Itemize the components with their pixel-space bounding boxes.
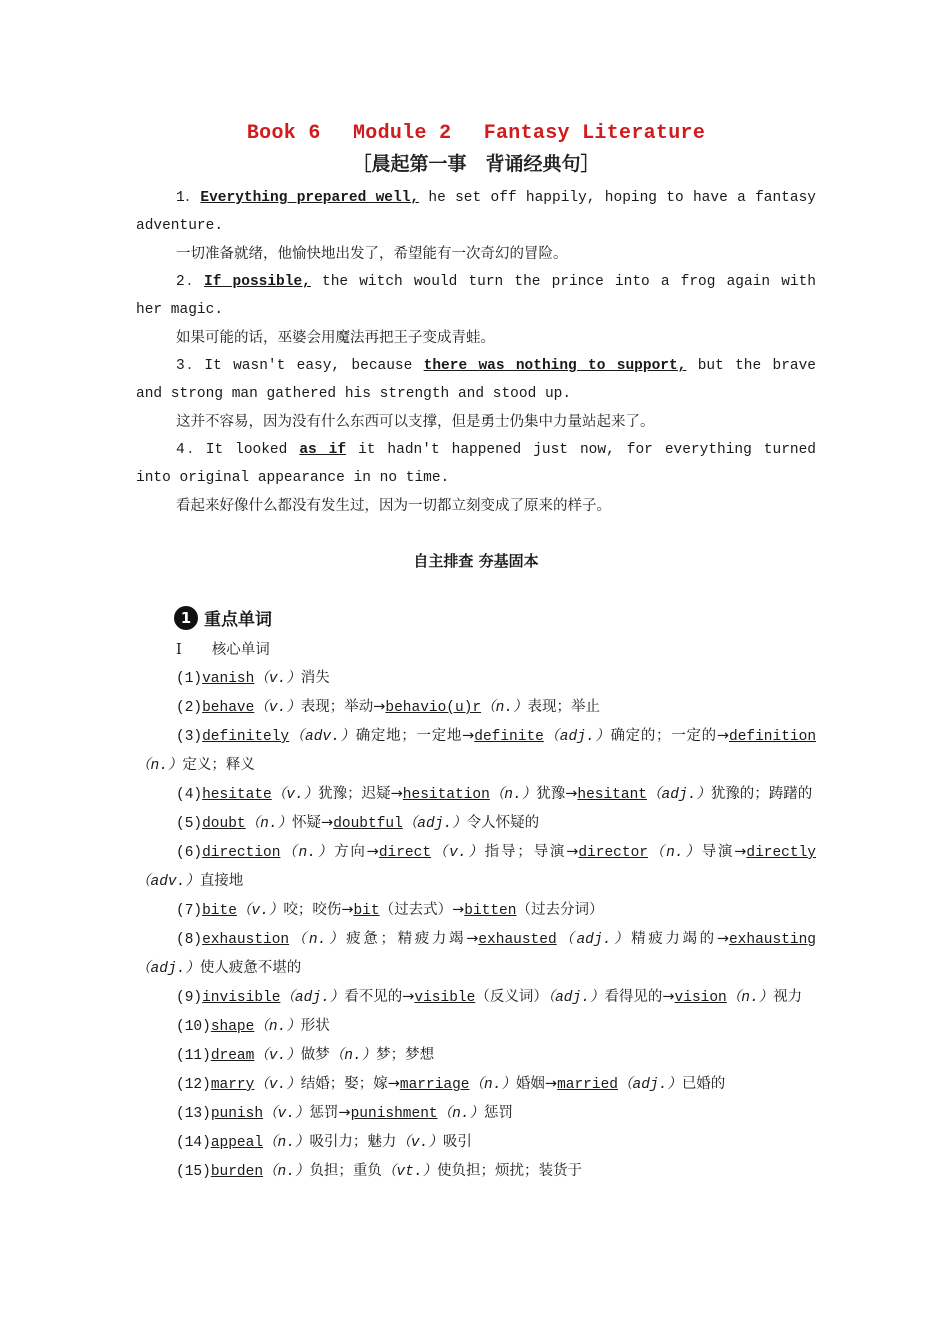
subheading: [176, 636, 816, 664]
word: doubtful: [333, 816, 403, 832]
pos: （n.）: [263, 1135, 310, 1151]
pos: （n.）: [437, 1106, 485, 1122]
meaning: （过去式）→: [379, 902, 465, 918]
section-title: 自主排查 夯基固本: [413, 552, 539, 570]
pos: （adj.）: [402, 816, 467, 832]
title-topic: Fantasy Literature: [483, 122, 706, 145]
sentence-number: 4．: [176, 442, 206, 458]
word: bit: [353, 903, 380, 919]
word: marry: [210, 1077, 255, 1093]
word: definite: [474, 729, 544, 745]
vocab-item-12: [136, 1070, 816, 1099]
meaning: 指导；导演→: [484, 844, 579, 860]
word: vision: [674, 990, 727, 1006]
word: appeal: [210, 1135, 264, 1151]
meaning: 定义；释义: [182, 757, 255, 773]
word: marriage: [399, 1077, 470, 1093]
word: visible: [414, 990, 476, 1006]
vocab-item-1: [136, 664, 816, 693]
word: vanish: [202, 671, 255, 687]
sentence-number: 1．: [176, 190, 201, 206]
document-page: [136, 118, 816, 1186]
key-phrase: there was nothing to support,: [423, 358, 687, 374]
page-title: [136, 122, 816, 145]
sentence-text: it hadn't happened just now, for everything turned into original appearance in no time.: [136, 442, 817, 486]
vocab-item-10: [136, 1012, 816, 1041]
meaning: 令人怀疑的: [466, 815, 540, 831]
item-number: (12): [176, 1077, 211, 1093]
word: exhausting: [728, 932, 816, 948]
sentence-2: [136, 268, 816, 324]
sentence-3-translation: 这并不容易，因为没有什么东西可以支撑，但是勇士仍集中力量站起来了。: [176, 414, 655, 430]
heading-label: 重点单词: [204, 610, 272, 630]
pos: （adj.）: [543, 729, 611, 745]
item-number: (2): [176, 700, 203, 716]
vocab-item-15: [136, 1157, 816, 1186]
word: exhausted: [478, 932, 557, 948]
pos: （v.）: [431, 845, 485, 861]
key-phrase: If possible,: [204, 274, 311, 290]
pos: （adj.）: [280, 990, 345, 1006]
sentence-text: It wasn't easy, because: [204, 358, 424, 374]
pos: （n.）: [489, 787, 537, 803]
item-number: (11): [176, 1048, 211, 1064]
pos: （v.）: [254, 1048, 301, 1064]
meaning: 吸引: [442, 1134, 472, 1150]
pos: （n.）: [245, 816, 293, 832]
meaning: 负担；重负: [309, 1163, 382, 1179]
meaning: 表现；举动→: [300, 699, 386, 715]
meaning: 视力: [773, 989, 803, 1005]
sentence-1: [136, 184, 816, 240]
vocab-item-5: [136, 809, 816, 838]
item-number: (5): [176, 816, 203, 832]
vocab-item-13: [136, 1099, 816, 1128]
meaning: （过去分词）: [516, 902, 604, 918]
sentence-text: It looked: [205, 442, 300, 458]
meaning: 做梦: [300, 1047, 330, 1063]
pos: （n.）: [263, 1164, 310, 1180]
vocab-item-14: [136, 1128, 816, 1157]
meaning: 犹豫；迟疑→: [318, 786, 403, 802]
meaning: 方向→: [334, 844, 379, 860]
vocab-item-7: [136, 896, 816, 925]
key-phrase: Everything prepared well,: [200, 190, 420, 206]
word: dream: [210, 1048, 255, 1064]
meaning: 惩罚→: [309, 1105, 351, 1121]
sentence-text: the witch would turn the prince into a frog again with her magic.: [136, 274, 817, 318]
meaning: 确定的；一定的→: [610, 728, 729, 744]
vocab-item-2: [136, 693, 816, 722]
item-number: (15): [176, 1164, 211, 1180]
title-book: Book 6: [246, 122, 321, 145]
pos: （n.）: [469, 1077, 516, 1093]
pos: （adj.）: [547, 990, 605, 1006]
word: exhaustion: [202, 932, 290, 948]
meaning: 直接地: [199, 873, 244, 889]
key-phrase: as if: [299, 442, 347, 458]
pos: （n.）: [329, 1048, 377, 1064]
word: hesitation: [402, 787, 490, 803]
subheading-label: 核心单词: [211, 642, 270, 658]
pos: （v.）: [254, 1077, 301, 1093]
sentence-4: [136, 436, 816, 492]
word: punishment: [350, 1106, 438, 1122]
sentence-number: 2．: [176, 274, 205, 290]
item-number: (9): [176, 990, 203, 1006]
sentence-2-translation: 如果可能的话，巫婆会用魔法再把王子变成青蛙。: [176, 330, 495, 346]
word: hesitate: [202, 787, 272, 803]
meaning: 看不见的→: [344, 989, 415, 1005]
meaning: 导演→: [701, 844, 747, 860]
meaning: （反义词）: [475, 989, 548, 1005]
item-number: (14): [176, 1135, 211, 1151]
meaning: 形状: [300, 1018, 330, 1034]
word: behavio(u)r: [385, 700, 482, 716]
pos: （n.）: [726, 990, 774, 1006]
pos: （vt.）: [381, 1164, 438, 1180]
sentence-number: 3．: [176, 358, 205, 374]
item-number: (3): [176, 729, 203, 745]
word: burden: [210, 1164, 264, 1180]
pos: （adv.）: [289, 729, 356, 745]
word: punish: [210, 1106, 264, 1122]
sentence-text: he set off happily, hoping to have a fantasy adventure.: [136, 190, 816, 234]
pos: （n.）: [289, 932, 347, 948]
pos: （n.）: [254, 1019, 301, 1035]
meaning: 咬；咬伤→: [283, 902, 354, 918]
word: bitten: [464, 903, 517, 919]
sentence-1-translation: 一切准备就绪，他愉快地出发了，希望能有一次奇幻的冒险。: [176, 246, 568, 262]
sentence-text: but the brave and strong man gathered his strength and stood up.: [136, 358, 817, 402]
meaning: 消失: [300, 670, 330, 686]
pos: （n.）: [647, 845, 702, 861]
word: married: [557, 1077, 618, 1093]
word: doubt: [202, 816, 246, 832]
pos: （v.）: [396, 1135, 443, 1151]
meaning: 吸引力；魅力: [309, 1134, 397, 1150]
pos: （v.）: [271, 787, 319, 803]
section-heading: [174, 605, 816, 630]
sentence-3: [136, 352, 816, 408]
meaning: 精疲力竭的→: [631, 931, 729, 947]
pos: （n.）: [481, 700, 528, 716]
word: bite: [202, 903, 237, 919]
meaning: 梦；梦想: [376, 1047, 435, 1063]
pos: （adj.）: [136, 961, 200, 977]
pos: （adj.）: [647, 787, 711, 803]
number-circle-icon: 1: [174, 606, 198, 630]
meaning: 使负担；烦扰；装货于: [437, 1163, 583, 1179]
meaning: 确定地；一定地→: [355, 728, 475, 744]
item-number: (6): [176, 845, 203, 861]
item-number: (10): [176, 1019, 211, 1035]
vocab-item-9: [136, 983, 816, 1012]
vocab-item-8: [136, 925, 816, 983]
pos: （v.）: [254, 700, 301, 716]
page-subtitle: ［晨起第一事 背诵经典句］: [352, 153, 600, 175]
meaning: 惩罚: [484, 1105, 514, 1121]
word: shape: [210, 1019, 255, 1035]
meaning: 已婚的: [681, 1076, 726, 1092]
meaning: 结婚；娶；嫁→: [300, 1076, 400, 1092]
meaning: 犹豫的；踌躇的: [710, 786, 813, 802]
meaning: 婚姻→: [515, 1076, 558, 1092]
vocab-item-11: [136, 1041, 816, 1070]
word: definition: [729, 729, 817, 745]
pos: （adj.）: [556, 932, 632, 948]
word: direct: [378, 845, 432, 861]
meaning: 表现；举止: [527, 699, 601, 715]
pos: （v.）: [263, 1106, 310, 1122]
pos: （adv.）: [136, 874, 200, 890]
item-number: (8): [176, 932, 203, 948]
pos: （v.）: [254, 671, 301, 687]
meaning: 犹豫→: [536, 786, 578, 802]
word: directly: [746, 845, 816, 861]
word: hesitant: [577, 787, 647, 803]
vocab-item-6: [136, 838, 816, 896]
item-number: (4): [176, 787, 203, 803]
pos: （n.）: [280, 845, 335, 861]
meaning: 怀疑→: [292, 815, 334, 831]
word: director: [578, 845, 648, 861]
word: behave: [202, 700, 255, 716]
word: invisible: [202, 990, 281, 1006]
item-number: (1): [176, 671, 203, 687]
vocab-item-3: [136, 722, 816, 780]
item-number: (7): [176, 903, 203, 919]
meaning: 看得见的→: [604, 989, 675, 1005]
title-module: Module 2: [352, 122, 452, 145]
meaning: 使人疲惫不堪的: [199, 960, 302, 976]
roman-numeral: Ⅰ: [176, 642, 182, 658]
sentence-4-translation: 看起来好像什么都没有发生过，因为一切都立刻变成了原来的样子。: [176, 498, 611, 514]
pos: （adj.）: [618, 1077, 682, 1093]
vocab-item-4: [136, 780, 816, 809]
word: direction: [202, 845, 281, 861]
meaning: 疲惫；精疲力竭→: [346, 931, 479, 947]
word: definitely: [202, 729, 290, 745]
item-number: (13): [176, 1106, 211, 1122]
pos: （v.）: [236, 903, 284, 919]
pos: （n.）: [136, 758, 183, 774]
